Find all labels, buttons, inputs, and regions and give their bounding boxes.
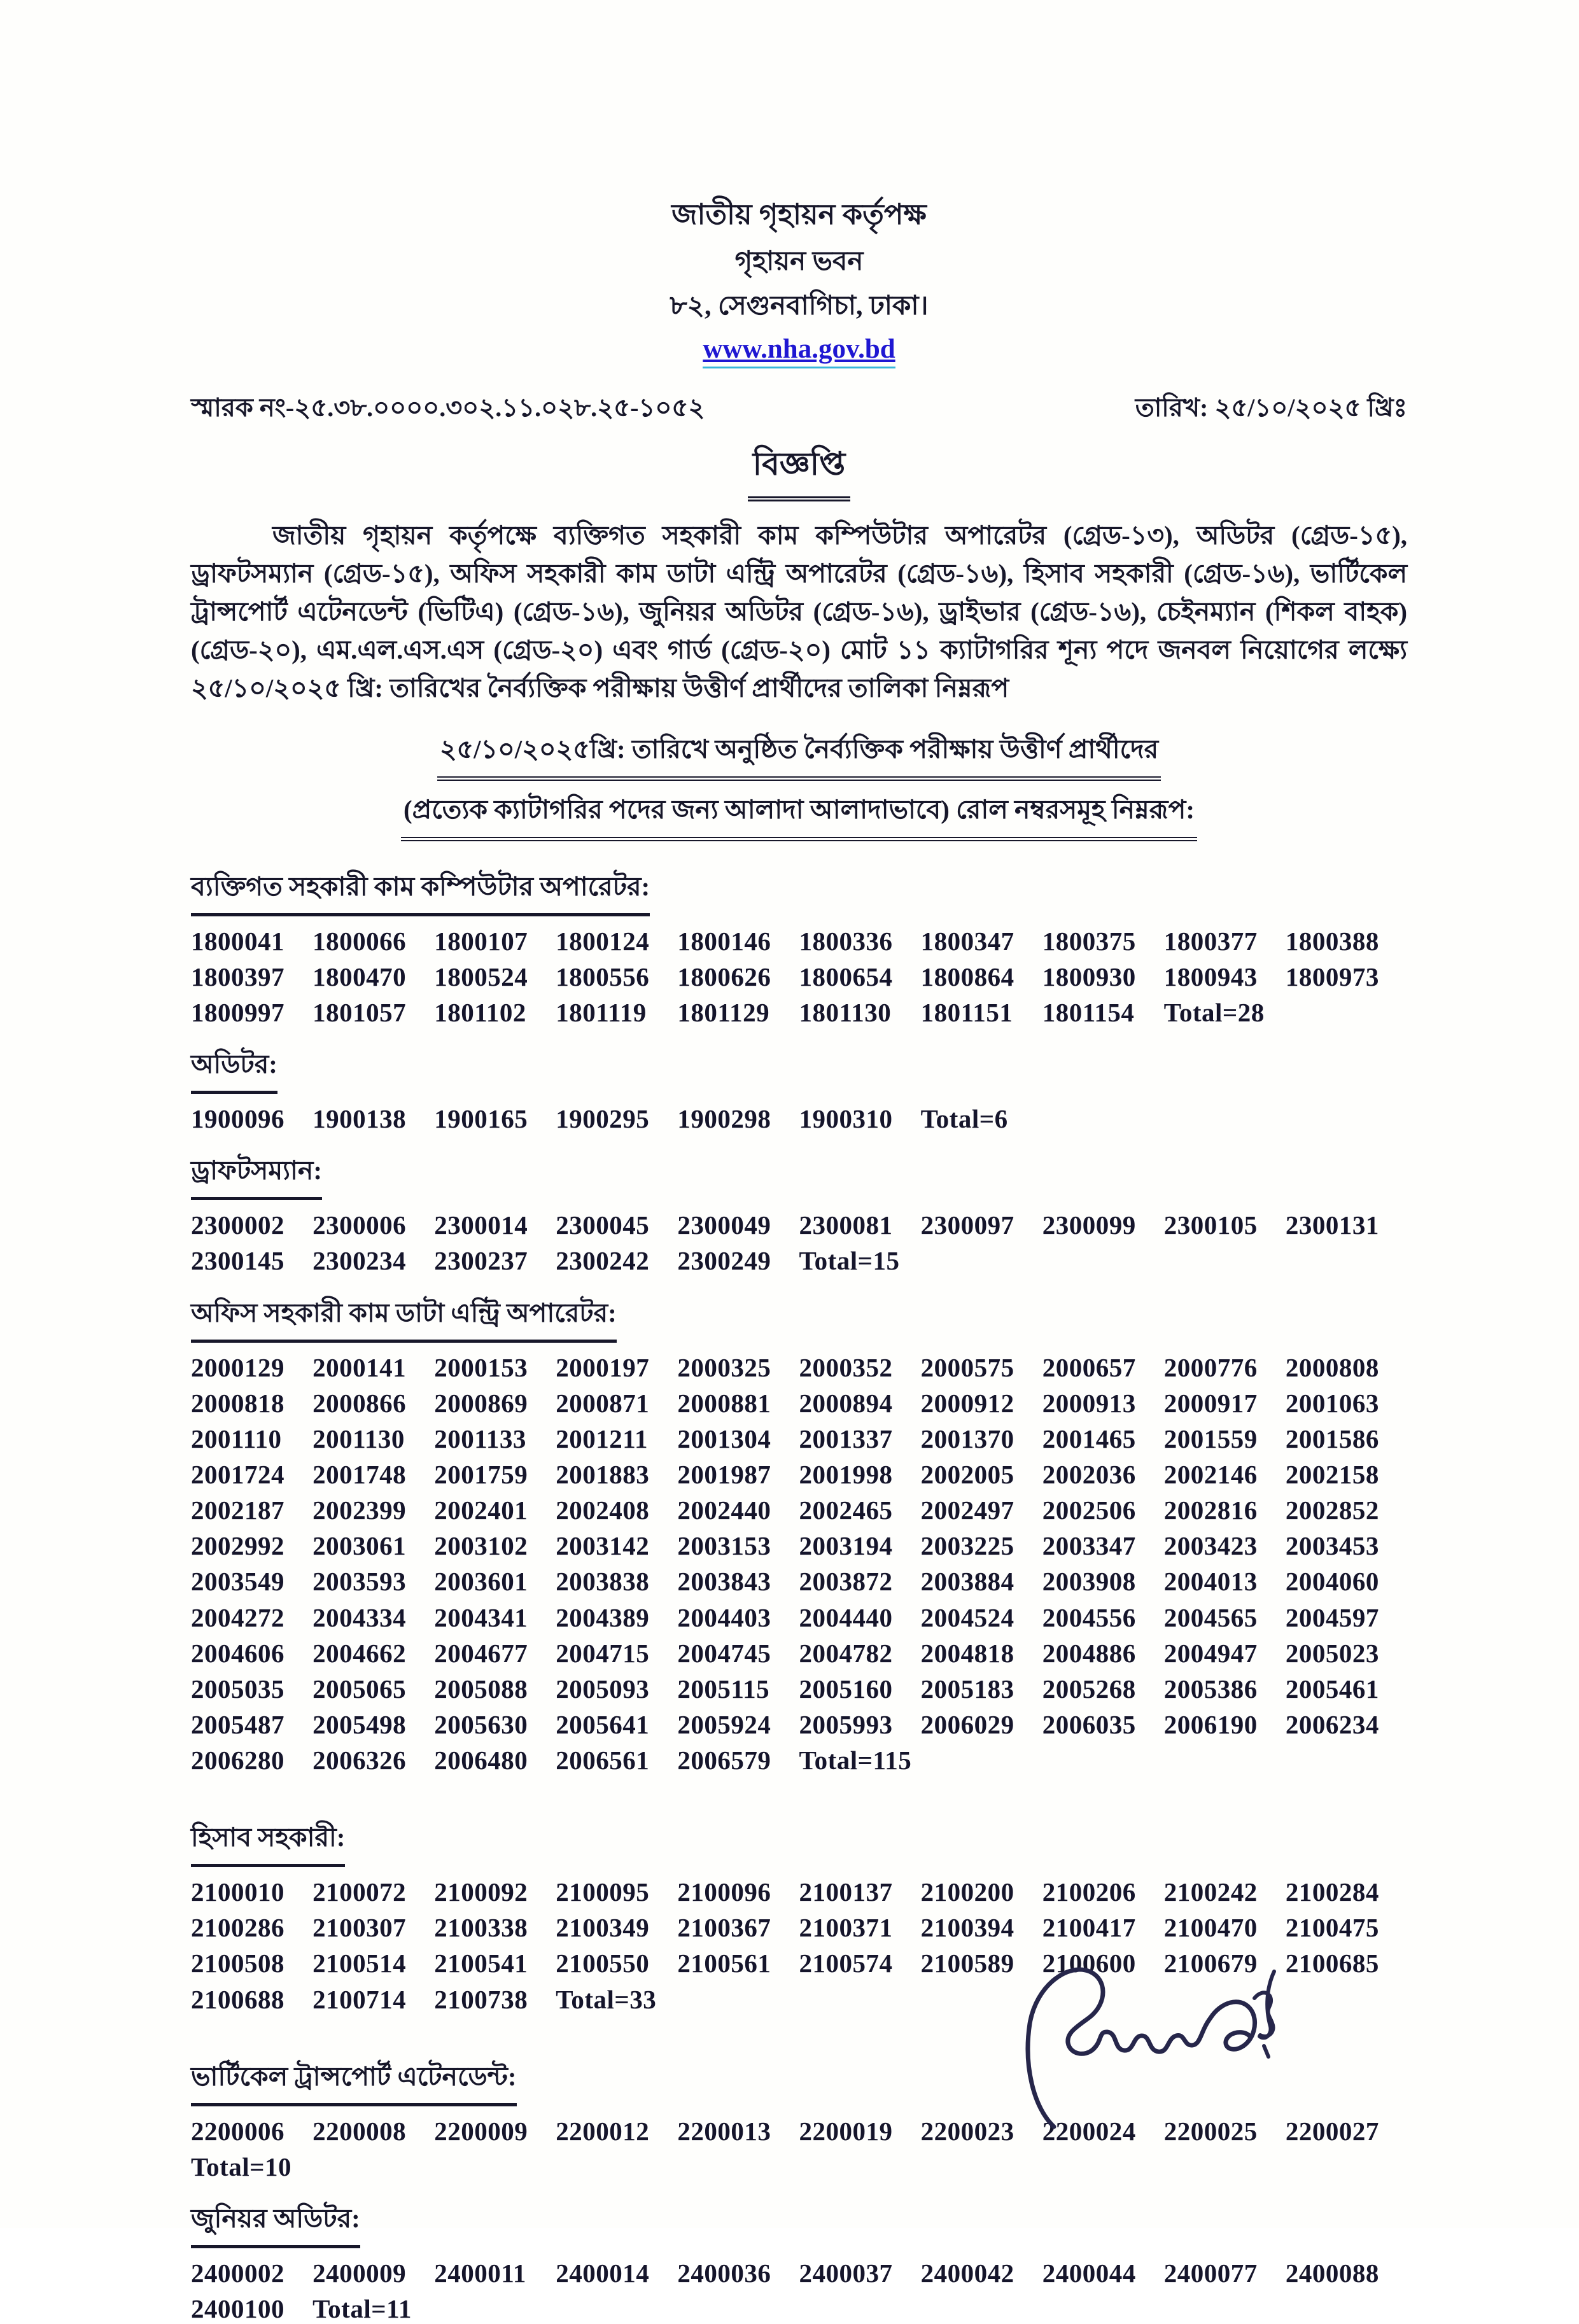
roll-number: 2100371 (799, 1913, 893, 1943)
roll-number: 2001110 (191, 1424, 282, 1453)
roll-number: 2100589 (920, 1949, 1014, 1978)
roll-number: 2000818 (191, 1388, 284, 1418)
roll-number: 2003347 (1042, 1531, 1136, 1561)
roll-number: 2100206 (1042, 1877, 1136, 1907)
roll-number: 1800470 (312, 962, 407, 991)
roll-number: 2000871 (556, 1388, 650, 1418)
roll-grid (191, 1104, 1407, 1134)
roll-number: 2300145 (191, 1246, 284, 1276)
category-title: ভার্টিকেল ট্রান্সপোর্ট এটেনডেন্ট: (191, 2057, 517, 2106)
roll-number: 2001465 (1042, 1424, 1136, 1453)
roll-number: 2002036 (1042, 1459, 1136, 1489)
category-section (191, 2199, 1407, 2324)
roll-number: 1900096 (191, 1104, 284, 1134)
roll-number: 2000129 (191, 1352, 284, 1382)
roll-number: 2006190 (1163, 1709, 1258, 1739)
roll-number: 2006029 (920, 1709, 1014, 1739)
roll-number: 2000869 (434, 1388, 528, 1418)
letterhead (191, 197, 1407, 368)
roll-number: 2001211 (556, 1424, 649, 1453)
roll-grid (191, 927, 1407, 1028)
roll-number: 2100417 (1042, 1913, 1136, 1943)
roll-number: 1800626 (677, 962, 771, 991)
roll-number: 2003153 (677, 1531, 771, 1561)
roll-number: 2400009 (312, 2258, 407, 2288)
category-section (191, 1044, 1407, 1134)
roll-number: 2003908 (1042, 1567, 1136, 1597)
roll-number: 2001586 (1285, 1424, 1379, 1453)
roll-number: 2002146 (1163, 1459, 1258, 1489)
roll-number: 2006326 (312, 1746, 407, 1775)
roll-number: 2004524 (920, 1602, 1014, 1632)
roll-number: 2001133 (434, 1424, 526, 1453)
roll-number: 2100200 (920, 1877, 1014, 1907)
roll-number: 2003102 (434, 1531, 528, 1561)
roll-number: 2004818 (920, 1638, 1014, 1668)
roll-number: 2300105 (1163, 1210, 1258, 1240)
roll-number: 2100096 (677, 1877, 771, 1907)
roll-number: 2300099 (1042, 1210, 1136, 1240)
roll-number: 2004389 (556, 1602, 650, 1632)
roll-number: 2002005 (920, 1459, 1014, 1489)
roll-number: 2400014 (556, 2258, 650, 2288)
category-section (191, 1151, 1407, 1276)
roll-number: 2001987 (677, 1459, 771, 1489)
roll-number: 2300045 (556, 1210, 650, 1240)
roll-number: 2002158 (1285, 1459, 1379, 1489)
roll-number: 2300249 (677, 1246, 771, 1276)
roll-number: 1800066 (312, 926, 407, 956)
category-title: হিসাব সহকারী: (191, 1817, 345, 1867)
roll-number: 2000197 (556, 1352, 650, 1382)
roll-number: 2100095 (556, 1877, 650, 1907)
roll-number: 2000866 (312, 1388, 407, 1418)
roll-number: 2400077 (1163, 2258, 1258, 2288)
roll-number: 1800336 (799, 926, 893, 956)
roll-number: 2005035 (191, 1674, 284, 1704)
org-name: জাতীয় গৃহায়ন কর্তৃপক্ষ (671, 199, 927, 230)
roll-number: 1801057 (312, 997, 407, 1027)
roll-number: 2100470 (1163, 1913, 1258, 1943)
roll-number: 2000881 (677, 1388, 771, 1418)
roll-grid (191, 2258, 1407, 2324)
roll-number: 2100367 (677, 1913, 771, 1943)
roll-number: 2002497 (920, 1495, 1014, 1525)
subheading-line-1: ২৫/১০/২০২৫খ্রি: তারিখে অনুষ্ঠিত নৈর্ব্যক্তিক পরীক্ষায় উত্তীর্ণ প্রার্থীদের (437, 729, 1161, 781)
roll-number: 2004782 (799, 1638, 893, 1668)
total-label: Total=6 (920, 1104, 1008, 1134)
roll-number: 2000808 (1285, 1352, 1379, 1382)
total-label: Total=15 (799, 1246, 900, 1276)
roll-number: 2100738 (434, 1984, 528, 2014)
roll-number: 2000325 (677, 1352, 771, 1382)
notice-title-row (191, 440, 1407, 501)
roll-number: 2300097 (920, 1210, 1014, 1240)
category-section (191, 1293, 1407, 1776)
roll-number: 2004013 (1163, 1567, 1258, 1597)
roll-number: 2000917 (1163, 1388, 1258, 1418)
roll-number: 1800943 (1163, 962, 1258, 991)
roll-number: 2002399 (312, 1495, 407, 1525)
roll-number: 2004886 (1042, 1638, 1136, 1668)
category-title: জুনিয়র অডিটর: (191, 2199, 360, 2248)
roll-number: 2100600 (1042, 1949, 1136, 1978)
roll-number: 2000153 (434, 1352, 528, 1382)
roll-number: 2100688 (191, 1984, 284, 2014)
roll-number: 2000141 (312, 1352, 407, 1382)
roll-number: 2002408 (556, 1495, 650, 1525)
roll-number: 2002440 (677, 1495, 771, 1525)
roll-number: 2005993 (799, 1709, 893, 1739)
roll-number: 2003194 (799, 1531, 893, 1561)
roll-number: 2100679 (1163, 1949, 1258, 1978)
roll-number: 2001337 (799, 1424, 893, 1453)
roll-number: 2003838 (556, 1567, 650, 1597)
roll-number: 1800973 (1285, 962, 1379, 991)
roll-number: 1800864 (920, 962, 1014, 991)
roll-number: 2004947 (1163, 1638, 1258, 1668)
roll-number: 2005630 (434, 1709, 528, 1739)
roll-number: 2100514 (312, 1949, 407, 1978)
roll-number: 2002187 (191, 1495, 284, 1525)
roll-number: 2003142 (556, 1531, 650, 1561)
roll-number: 2001748 (312, 1459, 407, 1489)
roll-number: 2100286 (191, 1913, 284, 1943)
roll-number: 2100242 (1163, 1877, 1258, 1907)
roll-number: 2003872 (799, 1567, 893, 1597)
total-label: Total=10 (191, 2152, 291, 2181)
roll-number: 2100561 (677, 1949, 771, 1978)
roll-number: 1800397 (191, 962, 284, 991)
roll-number: 2100072 (312, 1877, 407, 1907)
roll-number: 2000913 (1042, 1388, 1136, 1418)
roll-number: 2002992 (191, 1531, 284, 1561)
roll-number: 2200012 (556, 2116, 650, 2146)
roll-grid (191, 1353, 1407, 1776)
notice-title: বিজ্ঞপ্তি (748, 440, 850, 501)
roll-number: 2300081 (799, 1210, 893, 1240)
roll-number: 2000776 (1163, 1352, 1258, 1382)
roll-number: 2200013 (677, 2116, 771, 2146)
roll-number: 2003453 (1285, 1531, 1379, 1561)
roll-number: 2004556 (1042, 1602, 1136, 1632)
roll-number: 2006234 (1285, 1709, 1379, 1739)
total-label: Total=28 (1163, 997, 1265, 1027)
roll-number: 2006035 (1042, 1709, 1136, 1739)
roll-number: 1800041 (191, 926, 284, 956)
memo-number: স্মারক নং-২৫.৩৮.০০০০.৩০২.১১.০২৮.২৫-১০৫২ (191, 393, 705, 423)
roll-number: 2006280 (191, 1746, 284, 1775)
roll-number: 2000352 (799, 1352, 893, 1382)
roll-number: 2001130 (312, 1424, 405, 1453)
total-label: Total=11 (312, 2294, 412, 2324)
roll-number: 2001883 (556, 1459, 650, 1489)
roll-number: 2004597 (1285, 1602, 1379, 1632)
roll-number: 1900295 (556, 1104, 650, 1134)
roll-number: 1800375 (1042, 926, 1136, 956)
roll-number: 1801130 (799, 997, 892, 1027)
roll-number: 2100550 (556, 1949, 650, 1978)
roll-number: 1800997 (191, 997, 284, 1027)
roll-number: 2400044 (1042, 2258, 1136, 2288)
roll-number: 1900165 (434, 1104, 528, 1134)
roll-number: 2003601 (434, 1567, 528, 1597)
roll-number: 2005183 (920, 1674, 1014, 1704)
roll-number: 2006561 (556, 1746, 650, 1775)
roll-number: 1801129 (677, 997, 770, 1027)
roll-number: 1800107 (434, 926, 528, 956)
roll-number: 2400036 (677, 2258, 771, 2288)
roll-number: 2001370 (920, 1424, 1014, 1453)
roll-number: 2003549 (191, 1567, 284, 1597)
roll-number: 2100475 (1285, 1913, 1379, 1943)
roll-number: 1800556 (556, 962, 650, 991)
roll-number: 2002852 (1285, 1495, 1379, 1525)
roll-number: 2200027 (1285, 2116, 1379, 2146)
roll-number: 2003884 (920, 1567, 1014, 1597)
roll-number: 2005641 (556, 1709, 650, 1739)
roll-number: 2004745 (677, 1638, 771, 1668)
subheading-block (191, 729, 1407, 850)
issue-date: তারিখ: ২৫/১০/২০২৫ খ্রিঃ (1135, 393, 1407, 423)
roll-number: 2100685 (1285, 1949, 1379, 1978)
total-label: Total=115 (799, 1746, 912, 1775)
roll-number: 1800377 (1163, 926, 1258, 956)
roll-number: 2100092 (434, 1877, 528, 1907)
category-section (191, 867, 1407, 1028)
roll-number: 2005065 (312, 1674, 407, 1704)
roll-number: 2100338 (434, 1913, 528, 1943)
roll-number: 2100349 (556, 1913, 650, 1943)
roll-number: 1800146 (677, 926, 771, 956)
roll-number: 2200025 (1163, 2116, 1258, 2146)
category-title: ব্যক্তিগত সহকারী কাম কম্পিউটার অপারেটর: (191, 867, 650, 916)
roll-number: 2005088 (434, 1674, 528, 1704)
roll-number: 2300234 (312, 1246, 407, 1276)
roll-number: 2002506 (1042, 1495, 1136, 1525)
roll-number: 1801151 (920, 997, 1013, 1027)
roll-number: 2300131 (1285, 1210, 1379, 1240)
roll-number: 1800654 (799, 962, 893, 991)
roll-number: 2000575 (920, 1352, 1014, 1382)
roll-number: 2004060 (1285, 1567, 1379, 1597)
roll-number: 2400100 (191, 2294, 284, 2324)
roll-number: 1801154 (1042, 997, 1135, 1027)
org-address: ৮২, সেগুনবাগিচা, ঢাকা। (670, 291, 929, 321)
roll-number: 2004565 (1163, 1602, 1258, 1632)
roll-number: 2300242 (556, 1246, 650, 1276)
subheading-line-2: (প্রত্যেক ক্যাটাগরির পদের জন্য আলাদা আলাদাভাবে) রোল নম্বরসমূহ নিম্নরূপ: (401, 790, 1197, 841)
roll-number: 2000894 (799, 1388, 893, 1418)
roll-number: 2005924 (677, 1709, 771, 1739)
roll-grid (191, 1210, 1407, 1276)
roll-number: 2006480 (434, 1746, 528, 1775)
roll-number: 2005093 (556, 1674, 650, 1704)
roll-number: 2200023 (920, 2116, 1014, 2146)
roll-number: 2300006 (312, 1210, 407, 1240)
roll-number: 2005268 (1042, 1674, 1136, 1704)
roll-number: 2001759 (434, 1459, 528, 1489)
roll-number: 2100137 (799, 1877, 893, 1907)
roll-number: 2005160 (799, 1674, 893, 1704)
roll-number: 2100394 (920, 1913, 1014, 1943)
roll-number: 2400042 (920, 2258, 1014, 2288)
roll-number: 2100541 (434, 1949, 528, 1978)
roll-number: 2004272 (191, 1602, 284, 1632)
roll-number: 2004341 (434, 1602, 528, 1632)
signature-scribble (1012, 1960, 1286, 2145)
roll-number: 2200024 (1042, 2116, 1136, 2146)
roll-number: 1800524 (434, 962, 528, 991)
roll-number: 2004606 (191, 1638, 284, 1668)
roll-number: 2100284 (1285, 1877, 1379, 1907)
roll-number: 2300237 (434, 1246, 528, 1276)
roll-number: 1800388 (1285, 926, 1379, 956)
roll-number: 1800930 (1042, 962, 1136, 991)
category-title: ড্রাফটসম্যান: (191, 1151, 322, 1200)
roll-number: 2400011 (434, 2258, 526, 2288)
roll-number: 2200008 (312, 2116, 407, 2146)
roll-number: 2001724 (191, 1459, 284, 1489)
memo-date-row (191, 388, 1407, 430)
roll-number: 2200019 (799, 2116, 893, 2146)
roll-number: 2100508 (191, 1949, 284, 1978)
roll-number: 2004334 (312, 1602, 407, 1632)
roll-number: 2001998 (799, 1459, 893, 1489)
roll-number: 2005386 (1163, 1674, 1258, 1704)
roll-number: 2003593 (312, 1567, 407, 1597)
roll-number: 2001063 (1285, 1388, 1379, 1418)
roll-number: 2100010 (191, 1877, 284, 1907)
roll-number: 2400088 (1285, 2258, 1379, 2288)
roll-number: 2005023 (1285, 1638, 1379, 1668)
roll-number: 2003225 (920, 1531, 1014, 1561)
roll-number: 2004403 (677, 1602, 771, 1632)
roll-number: 2004715 (556, 1638, 650, 1668)
intro-paragraph: জাতীয় গৃহায়ন কর্তৃপক্ষে ব্যক্তিগত সহকারী কাম কম্পিউটার অপারেটর (গ্রেড-১৩), অডিটর (গ্রেড-১৫), ড্রাফটসম্যান (গ্রেড-১৫), অফিস সহকারী কাম ডাটা এন্ট্রি অপারেটর (গ্রেড-১৬), হিসাব সহকারী (গ্রেড-১৬), ভার্টিকেল ট্রান্সপোর্ট এটেনডেন্ট (ভিটিএ) (গ্রেড-১৬), জুনিয়র অডিটর (গ্রেড-১৬), ড্রাইভার (গ্রেড-১৬), চেইনম্যান (শিকল বাহক) (গ্রেড-২০), এম.এল.এস.এস (গ্রেড-২০) এবং গার্ড (গ্রেড-২০) মোট ১১ ক্যাটাগরির শূন্য পদে জনবল নিয়োগের লক্ষ্যে ২৫/১০/২০২৫ খ্রি: তারিখের নৈর্ব্যক্তিক পরীক্ষায় উত্তীর্ণ প্রার্থীদের তালিকা নিম্নরূপ (191, 521, 1407, 703)
roll-number: 2100574 (799, 1949, 893, 1978)
roll-number: 2300002 (191, 1210, 284, 1240)
roll-number: 1800347 (920, 926, 1014, 956)
roll-number: 2005498 (312, 1709, 407, 1739)
roll-number: 2003423 (1163, 1531, 1258, 1561)
roll-number: 2300014 (434, 1210, 528, 1240)
roll-number: 2005461 (1285, 1674, 1379, 1704)
roll-number: 2005115 (677, 1674, 770, 1704)
roll-number: 2001304 (677, 1424, 771, 1453)
roll-number: 2006579 (677, 1746, 771, 1775)
roll-number: 2004662 (312, 1638, 407, 1668)
roll-number: 2100714 (312, 1984, 407, 2014)
category-title: অফিস সহকারী কাম ডাটা এন্ট্রি অপারেটর: (191, 1293, 617, 1343)
total-label: Total=33 (556, 1984, 657, 2014)
roll-number: 2004677 (434, 1638, 528, 1668)
roll-number: 2200006 (191, 2116, 284, 2146)
roll-number: 2005487 (191, 1709, 284, 1739)
roll-number: 2003061 (312, 1531, 407, 1561)
roll-number: 2000657 (1042, 1352, 1136, 1382)
roll-number: 2002465 (799, 1495, 893, 1525)
roll-number: 2400002 (191, 2258, 284, 2288)
roll-number: 2002401 (434, 1495, 528, 1525)
roll-number: 2400037 (799, 2258, 893, 2288)
roll-number: 2001559 (1163, 1424, 1258, 1453)
roll-number: 2100307 (312, 1913, 407, 1943)
roll-number: 2002816 (1163, 1495, 1258, 1525)
roll-number: 2004440 (799, 1602, 893, 1632)
roll-number: 2300049 (677, 1210, 771, 1240)
category-title: অডিটর: (191, 1044, 277, 1094)
roll-number: 2003843 (677, 1567, 771, 1597)
roll-number: 1801102 (434, 997, 526, 1027)
roll-number: 1900310 (799, 1104, 893, 1134)
roll-number: 1900138 (312, 1104, 407, 1134)
roll-number: 1900298 (677, 1104, 771, 1134)
org-building: গৃহায়ন ভবন (734, 247, 864, 276)
roll-number: 2200009 (434, 2116, 528, 2146)
roll-number: 2000912 (920, 1388, 1014, 1418)
org-website-link[interactable]: www.nha.gov.bd (703, 333, 895, 369)
roll-number: 1800124 (556, 926, 650, 956)
roll-number: 1801119 (556, 997, 647, 1027)
